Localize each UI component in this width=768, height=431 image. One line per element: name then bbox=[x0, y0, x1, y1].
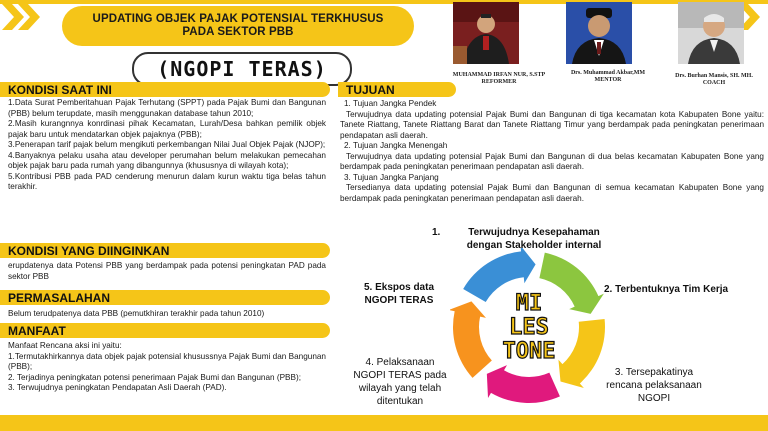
milestone-step-5-line-2: NGOPI TERAS bbox=[364, 295, 434, 306]
kondisi-item: 4.Banyaknya pelaku usaha atau developer perumahan belum melakukan pemecahan objek pajak baru pada rumah yang dibangunnya (khususnya di wilayah kota); bbox=[8, 150, 326, 170]
reformer-role: REFORMER bbox=[481, 79, 517, 85]
tujuan-text: Terwujudnya data updating potensial Pajak Bumi dan Bangunan di tiga kecamatan kota Kabupaten Bone yaitu: Tanete Riattang, Tanete Riattang Barat dan Tanete Riattang Timur yang berdampak pada peningkatan penerimaan pendapatan asli daerah. bbox=[340, 109, 764, 140]
heading-manfaat: MANFAAT bbox=[0, 323, 330, 338]
milestone-step-4-line-4: ditentukan bbox=[376, 396, 424, 407]
milestone-center-3: TONE bbox=[502, 339, 556, 364]
photo-coach bbox=[678, 2, 744, 64]
milestone-center-2: LES bbox=[509, 315, 549, 340]
kondisi-item: 5.Kontribusi PBB pada PAD cenderung menurun dalam kurun waktu tiga belas tahun terakhir. bbox=[8, 171, 326, 191]
milestone-step-3-line-3: NGOPI bbox=[637, 393, 671, 404]
heading-tujuan: TUJUAN bbox=[338, 82, 456, 97]
reformer-photo-icon bbox=[453, 2, 519, 64]
milestone-step-4 bbox=[340, 356, 460, 408]
manfaat-list bbox=[8, 341, 326, 394]
milestone-step-3-line-1: 3. Tersepakatinya bbox=[614, 367, 694, 378]
heading-permasalahan: PERMASALAHAN bbox=[0, 290, 330, 305]
milestone-cycle-diagram bbox=[450, 248, 608, 406]
milestone-step-4-line-3: wilayah yang telah bbox=[358, 383, 442, 394]
arc-pink-arrow-icon bbox=[487, 365, 560, 403]
coach-name: Drs. Burhan Mansis, SH. MH. bbox=[675, 73, 753, 79]
manfaat-item: 3. Terwujudnya peningkatan Pendapatan Asli Daerah (PAD). bbox=[8, 383, 227, 392]
permasalahan-text: Belum terudpatenya data PBB (pemutkhiran terakhir pada tahun 2010) bbox=[8, 309, 265, 318]
tujuan-label: 3. Tujuan Jangka Panjang bbox=[344, 172, 439, 182]
kondisi-item: 2.Masih kurangnnya konrdinasi pihak Kecamatan, Lurah/Desa bahkan pemilik objek pajak baru untuk mendatarkan objek pajaknya (PBB); bbox=[8, 119, 326, 139]
reformer-caption bbox=[447, 72, 551, 86]
milestone-step-3 bbox=[592, 366, 716, 405]
reformer-name: MUHAMMAD IRFAN NUR, S.STP bbox=[452, 72, 546, 78]
milestone-step-5-line-1: 5. Ekspos data bbox=[363, 282, 435, 293]
kondisi-diinginkan-text: erupdatenya data Potensi PBB yang berdampak pada potensi peningkatan PAD pada sektor PBB bbox=[8, 261, 326, 281]
tujuan-list bbox=[340, 99, 764, 204]
milestone-step-1 bbox=[444, 226, 624, 252]
milestone-step-2 bbox=[604, 283, 756, 296]
title-banner bbox=[62, 6, 414, 46]
milestone-step-2-line-1: 2. Terbentuknya Tim Kerja bbox=[604, 284, 729, 295]
mentor-name: Drs. Muhammad Akbar,MM bbox=[570, 70, 646, 76]
title-line-1: UPDATING OBJEK PAJAK POTENSIAL TERKHUSUS bbox=[92, 13, 384, 25]
tujuan-label: 2. Tujuan Jangka Menengah bbox=[344, 141, 448, 150]
manfaat-item: 1.Termutakhirkannya data objek pajak potensial khusussnya Pajak Bumi dan Bangunan (PBB); bbox=[8, 351, 326, 371]
milestone-step-3-line-2: rencana pelaksanaan bbox=[606, 380, 702, 391]
mentor-photo-icon bbox=[566, 2, 632, 64]
milestone-step-4-line-2: NGOPI TERAS pada bbox=[353, 370, 447, 381]
chevron-decoration-icon bbox=[2, 4, 54, 30]
tujuan-label: 1. Tujuan Jangka Pendek bbox=[344, 99, 437, 108]
bottom-accent-bar bbox=[0, 415, 768, 431]
manfaat-item: 2. Terjadinya peningkatan potensi penerimaan Pajak Bumi dan Bangunan (PBB); bbox=[8, 372, 301, 382]
coach-role: COACH bbox=[702, 80, 726, 86]
milestone-step-1-number: 1. bbox=[432, 227, 441, 238]
milestone-step-4-line-1: 4. Pelaksanaan bbox=[365, 357, 435, 368]
heading-kondisi-saat-ini: KONDISI SAAT INI bbox=[0, 82, 330, 97]
tujuan-text: Tersedianya data updating potensial Pajak Bumi dan Bangunan di semua kecamatan Kabupaten Bone yang berdampak pada peningkatan penerimaan pendapatan asli daerah. bbox=[340, 183, 764, 203]
photo-mentor bbox=[566, 2, 632, 64]
top-accent-bar bbox=[0, 0, 768, 4]
mentor-caption bbox=[556, 70, 660, 84]
coach-photo-icon bbox=[678, 2, 744, 64]
kondisi-saat-ini-list bbox=[8, 98, 326, 193]
program-name: (NGOPI TERAS) bbox=[132, 52, 352, 86]
kondisi-item: 1.Data Surat Pemberitahuan Pajak Terhutang (SPPT) pada Pajak Bumi dan Bangunan (PBB) belum terupdate, masih menggunakan database tahun 2010; bbox=[8, 98, 326, 118]
manfaat-intro: Manfaat Rencana aksi ini yaitu: bbox=[8, 341, 122, 350]
heading-kondisi-diinginkan: KONDISI YANG DIINGINKAN bbox=[0, 243, 330, 258]
milestone-step-1-line-1: Terwujudnya Kesepahaman bbox=[468, 227, 600, 238]
mentor-role: MENTOR bbox=[594, 77, 622, 83]
title-line-2: PADA SEKTOR PBB bbox=[182, 26, 294, 38]
milestone-step-1-line-2: dengan Stakeholder internal bbox=[466, 240, 602, 251]
coach-caption bbox=[662, 73, 766, 87]
arc-green-arrow-icon bbox=[539, 253, 604, 314]
photo-reformer bbox=[453, 2, 519, 64]
milestone-step-5 bbox=[348, 281, 450, 307]
kondisi-item: 3.Penerapan tarif pajak belum mengikuti perkembangan Nilai Jual Objek Pajak (NJOP); bbox=[8, 140, 326, 149]
milestone-center-1: MI bbox=[515, 291, 543, 316]
tujuan-text: Terwujudnya data updating potensial Pajak Bumi dan Bangunan di dua belas kecamatan Kabupaten Bone yang berdampak pada peningkatan penerimaan pendapatan asli daerah. bbox=[340, 151, 764, 171]
